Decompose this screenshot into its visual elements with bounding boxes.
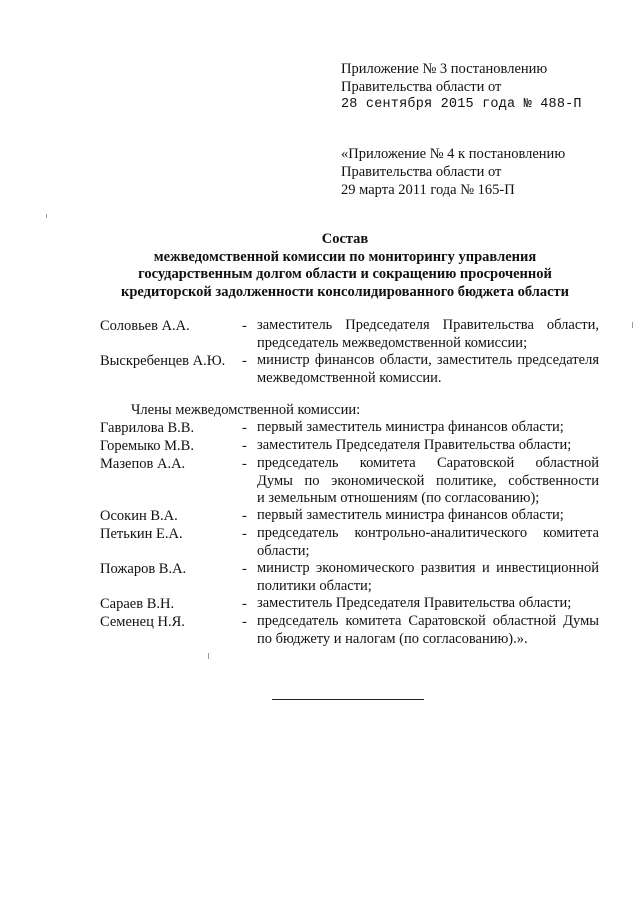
scan-speck [632, 322, 633, 328]
member-name: Петькин Е.А. [100, 526, 183, 542]
role-line: заместитель Председателя Правительства области; [257, 437, 572, 453]
member-role [257, 560, 599, 595]
role-line: председатель комитета Саратовской областной [257, 455, 599, 471]
member-role [257, 507, 599, 525]
role-line: межведомственной комиссии. [257, 369, 442, 386]
dash: - [242, 353, 247, 369]
dash: - [242, 614, 247, 630]
dash: - [242, 561, 247, 577]
role-line: министр финансов области, заместитель председателя [257, 352, 599, 368]
role-line: первый заместитель министра финансов области; [257, 419, 564, 435]
dash: - [242, 420, 247, 436]
role-line: по бюджету и налогам (по согласованию).». [257, 630, 528, 647]
member-role [257, 595, 599, 613]
role-line: и земельным отношениям (по согласованию); [257, 490, 540, 506]
members-heading: Члены межведомственной комиссии: [131, 402, 361, 418]
appendix-line-1: Приложение № 3 постановлению [341, 61, 548, 77]
member-role [257, 455, 599, 508]
scan-speck [208, 653, 209, 659]
role-line: политики области; [257, 577, 372, 594]
leader-name: Выскребенцев А.Ю. [100, 353, 226, 369]
dash: - [242, 456, 247, 472]
role-line: председатель межведомственной комиссии; [257, 334, 528, 351]
dash: - [242, 438, 247, 454]
role-line: первый заместитель министра финансов области; [257, 507, 564, 523]
member-name: Сараев В.Н. [100, 596, 175, 612]
role-line: председатель комитета Саратовской областной Думы [257, 613, 599, 629]
scan-speck [46, 214, 47, 218]
leader-role [257, 352, 599, 387]
dash: - [242, 526, 247, 542]
role-line: председатель контрольно-аналитического комитета [257, 525, 599, 541]
role-line: министр экономического развития и инвестиционной [257, 560, 599, 576]
dash: - [242, 318, 247, 334]
member-role [257, 525, 599, 560]
closing-rule [272, 699, 424, 700]
member-name: Мазепов А.А. [100, 456, 186, 472]
dash: - [242, 596, 247, 612]
member-name: Пожаров В.А. [100, 561, 187, 577]
quote-line-2: Правительства области от [341, 164, 502, 180]
appendix-line-2: Правительства области от [341, 79, 502, 95]
title-line-1: Состав [321, 231, 369, 247]
leader-name: Соловьев А.А. [100, 318, 190, 334]
member-role [257, 419, 599, 437]
appendix-line-3: 28 сентября 2015 года № 488-П [341, 97, 582, 112]
member-name: Горемыко М.В. [100, 438, 194, 454]
quote-line-3: 29 марта 2011 года № 165-П [341, 182, 515, 198]
title-line-3: государственным долгом области и сокращению просроченной [138, 266, 552, 282]
member-name: Семенец Н.Я. [100, 614, 185, 630]
dash: - [242, 508, 247, 524]
title-line-2: межведомственной комиссии по мониторингу управления [153, 249, 537, 265]
member-name: Гаврилова В.В. [100, 420, 195, 436]
role-line: заместитель Председателя Правительства области, [257, 317, 599, 333]
member-role [257, 437, 599, 455]
role-line: Думы по экономической политике, собственности [257, 472, 599, 489]
member-name: Осокин В.А. [100, 508, 178, 524]
leader-role [257, 317, 599, 352]
role-line: области; [257, 542, 310, 559]
quote-line-1: «Приложение № 4 к постановлению [341, 146, 566, 162]
role-line: заместитель Председателя Правительства области; [257, 595, 572, 611]
title-line-4: кредиторской задолженности консолидированного бюджета области [120, 284, 570, 300]
member-role [257, 613, 599, 648]
